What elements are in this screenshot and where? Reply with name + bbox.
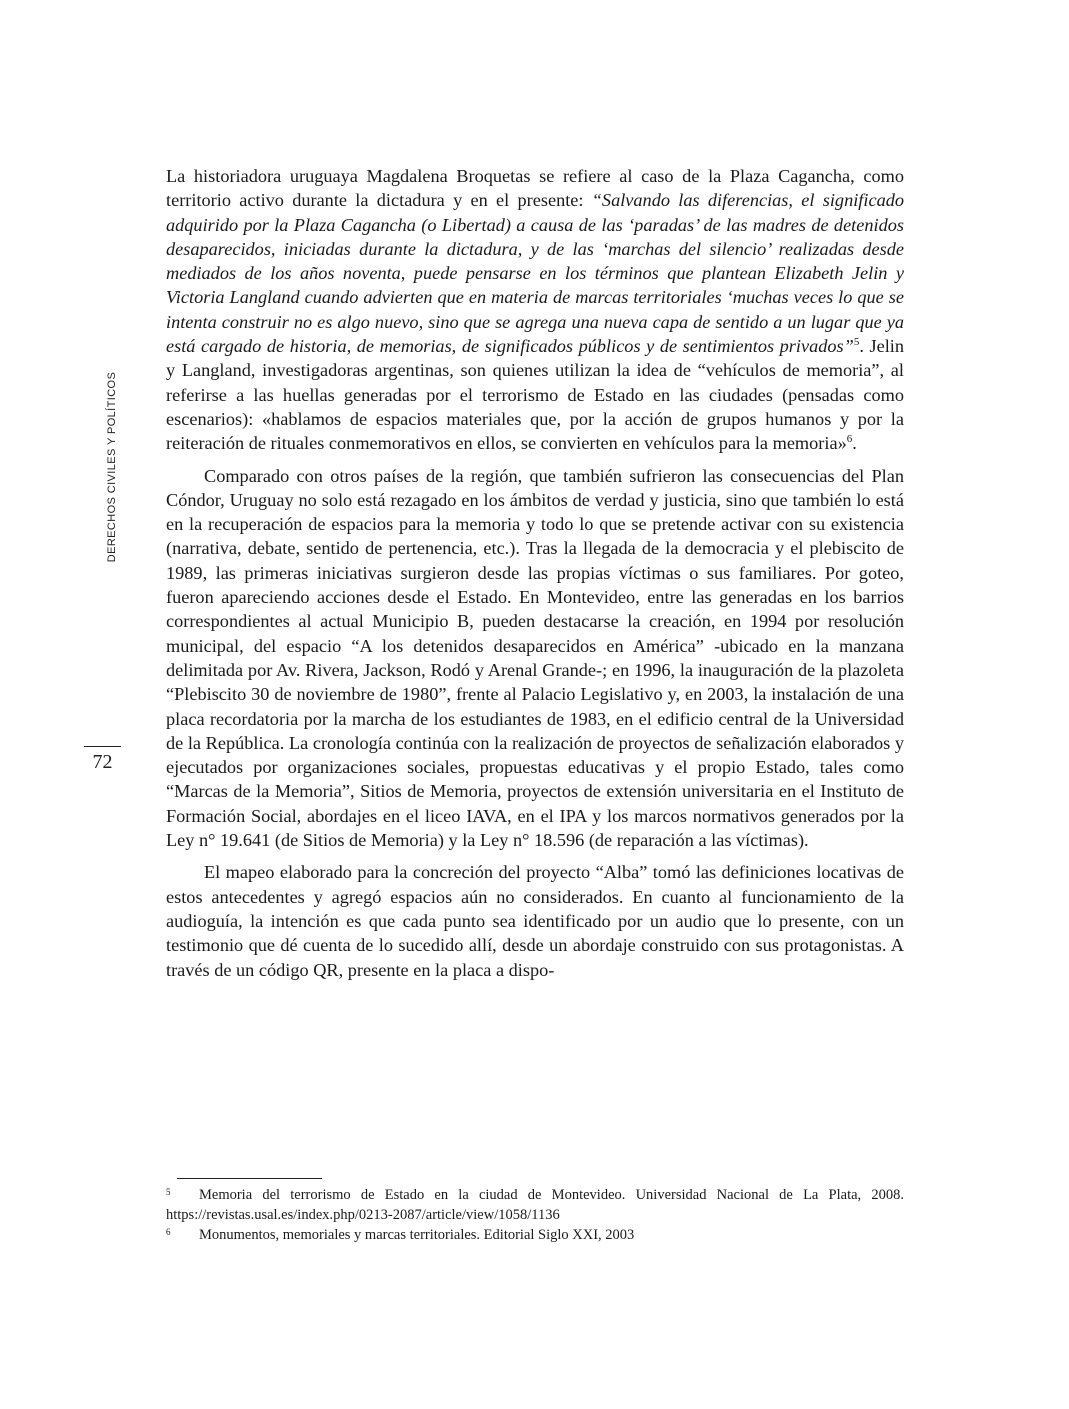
footnote	[166, 1225, 904, 1245]
paragraph: El mapeo elaborado para la concreción del proyecto “Alba” tomó las definiciones locativas de estos antecedentes y agregó espacios aún no considerados. En cuanto al funcionamiento de la audioguía, la intención es que cada punto sea identificado por un audio que lo presente, con un testimonio que dé cuenta de lo sucedido allí, desde un abordaje construido con sus protagonistas. A través de un código QR, presente en la placa a dispo-	[166, 862, 904, 980]
footnote-number: 6	[166, 1227, 171, 1237]
body-text	[166, 164, 904, 982]
quotation: “Salvando las diferencias, el significado adquirido por la Plaza Cagancha (o Libertad) a causa de las ‘paradas’ de las madres de detenidos desaparecidos, iniciadas durante la dictadura, y de las ‘marchas del silencio’ realizadas desde mediados de los años noventa, puede pensarse en los términos que plantean Elizabeth Jelin y Victoria Langland cuando advierten que en materia de marcas territoriales ‘muchas veces lo que se intenta construir no es algo nuevo, sino que se agrega una nueva capa de sentido a un lugar que ya está cargado de historia, de memorias, de significados públicos y de sentimientos privados”	[166, 190, 904, 357]
footnote	[166, 1185, 904, 1225]
footnote-number: 5	[166, 1187, 171, 1197]
footnote-separator	[177, 1178, 322, 1179]
page-number-rule	[84, 746, 121, 747]
page-number: 72	[92, 751, 113, 773]
running-head-text: DERECHOS CIVILES Y POLÍTICOS	[106, 371, 118, 563]
paragraph: La historiadora uruguaya Magdalena Broquetas se refiere al caso de la Plaza Cagancha, como territorio activo durante la dictadura y en el presente: “Salvando las diferencias, el significado adquirido por la Plaza Cagancha (o Libertad) a causa de las ‘paradas’ de las madres de detenidos desaparecidos, iniciadas durante la dictadura, y de las ‘marchas del silencio’ realizadas desde mediados de los años noventa, puede pensarse en los términos que plantean Elizabeth Jelin y Victoria Langland cuando advierten que en materia de marcas territoriales ‘muchas veces lo que se intenta construir no es algo nuevo, sino que se agrega una nueva capa de sentido a un lugar que ya está cargado de historia, de memorias, de significados públicos y de sentimientos privados”$^5$. Jelin y Langland, investigadoras argentinas, son quienes utilizan la idea de “vehículos de memoria”, al referirse a las huellas generadas por el terrorismo de Estado en las ciudades (pensadas como escenarios): «hablamos de espacios materiales que, por la acción de grupos humanos y por la reiteración de rituales conmemorativos en ellos, se convierten en vehículos para la memoria»$^6$.	[166, 166, 904, 454]
paragraph: Comparado con otros países de la región, que también sufrieron las consecuencias del Plan Cóndor, Uruguay no solo está rezagado en los ámbitos de verdad y justicia, sino que también lo está en la recuperación de espacios para la memoria y todo lo que se pretende activar con su existencia (narrativa, debate, sentido de pertenencia, etc.). Tras la llegada de la democracia y el plebiscito de 1989, las primeras iniciativas surgieron desde las propias víctimas o sus familiares. Por goteo, fueron apareciendo acciones desde el Estado. En Montevideo, entre las generadas en los barrios correspondientes al actual Municipio B, pueden destacarse la creación, en 1994 por resolución municipal, del espacio “A los detenidos desaparecidos en América” -ubicado en la manzana delimitada por Av. Rivera, Jackson, Rodó y Arenal Grande-; en 1996, la inauguración de la plazoleta “Plebiscito 30 de noviembre de 1980”, frente al Palacio Legislativo y, en 2003, la instalación de una placa recordatoria por la marcha de los estudiantes de 1983, en el edificio central de la Universidad de la República. La cronología continúa con la realización de proyectos de señalización elaborados y ejecutados por organizaciones sociales, propuestas educativas y el propio Estado, tales como “Marcas de la Memoria”, Sitios de Memoria, proyectos de extensión universitaria en el Instituto de Formación Social, abordajes en el liceo IAVA, en el IPA y los marcos normativos generados por la Ley n° 19.641 (de Sitios de Memoria) y la Ley n° 18.596 (de reparación a las víctimas).	[166, 465, 904, 851]
footnotes	[166, 1185, 904, 1245]
footnote-text: Monumentos, memoriales y marcas territoriales. Editorial Siglo XXI, 2003	[199, 1227, 635, 1243]
footnote-ref[interactable]: 6	[846, 433, 853, 446]
footnote-text: Memoria del terrorismo de Estado en la ciudad de Montevideo. Universidad Nacional de La Plata, 2008. https://revistas.usal.es/index.php/0213-2087/article/view/1058/1136	[166, 1187, 904, 1223]
footnote-ref[interactable]: 5	[853, 335, 860, 348]
